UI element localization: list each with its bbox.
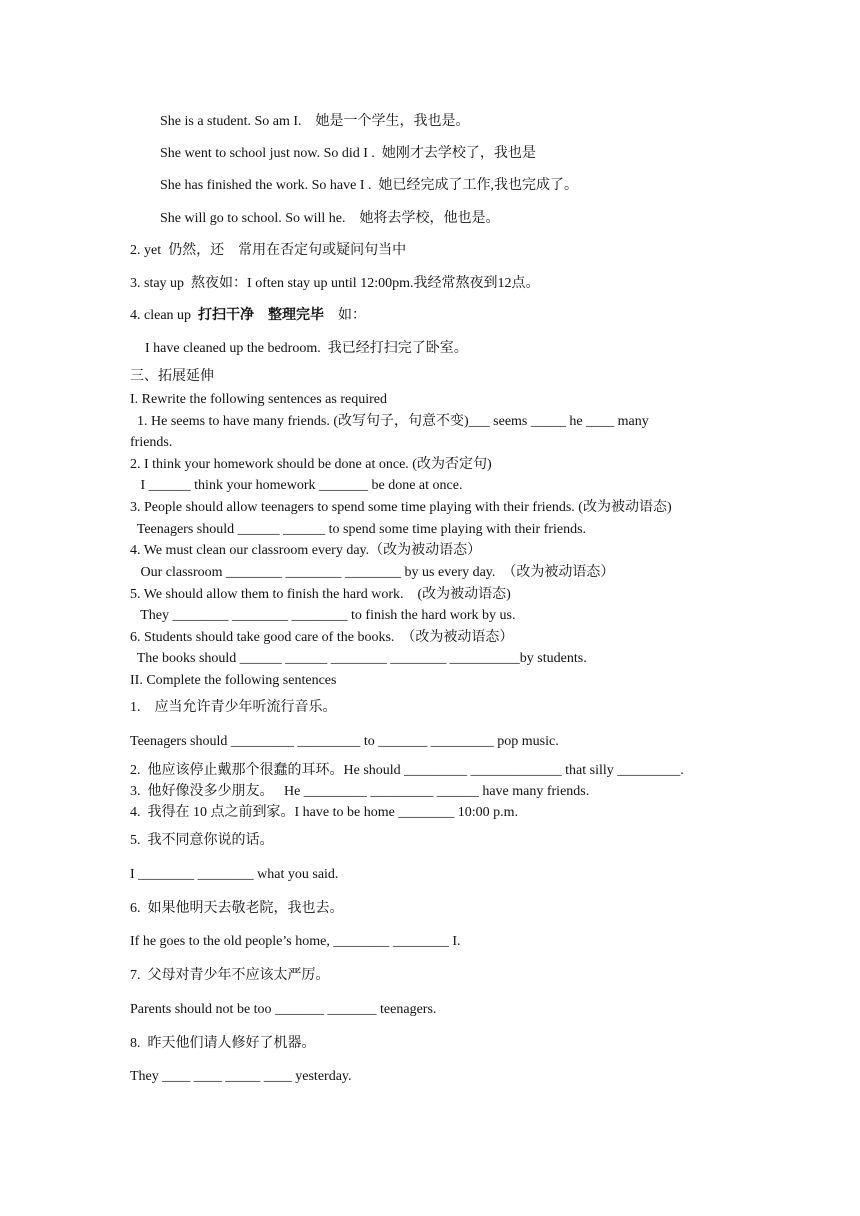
completion-line: They ____ ____ _____ ____ yesterday.: [130, 1069, 352, 1084]
completion-line: 3. 他好像没多少朋友。 He _________ _________ ______ have many friends.: [130, 784, 590, 799]
completion-line: Teenagers should _________ _________ to _______ _________ pop music.: [130, 734, 559, 749]
note-clean-up: [130, 307, 366, 325]
exercise-line: 6. Students should take good care of the books. （改为被动语态）: [130, 630, 514, 645]
section-heading: 三、拓展延伸: [130, 369, 214, 384]
completion-line: If he goes to the old people’s home, ________ ________ I.: [130, 934, 461, 949]
completion-line: I ________ ________ what you said.: [130, 867, 339, 882]
note-yet: 2. yet 仍然，还 常用在否定句或疑问句当中: [130, 243, 407, 258]
example-line: She has finished the work. So have I . 她已经完成了工作,我也完成了。: [160, 178, 579, 193]
exercise-line: They ________ ________ ________ to finish the hard work by us.: [130, 608, 516, 623]
note-clean-up-example: I have cleaned up the bedroom. 我已经打扫完了卧室。: [145, 341, 468, 356]
exercise-line: I ______ think your homework _______ be done at once.: [130, 478, 463, 493]
completion-line: 5. 我不同意你说的话。: [130, 833, 274, 848]
exercise-line: 4. We must clean our classroom every day.（改为被动语态）: [130, 543, 482, 558]
note-clean-up-prefix: 4. clean up: [130, 308, 199, 323]
completion-line: Parents should not be too _______ _______ teenagers.: [130, 1002, 437, 1017]
completion-line: 4. 我得在 10 点之前到家。I have to be home ________ 10:00 p.m.: [130, 805, 519, 820]
exercise-line: Our classroom ________ ________ ________ by us every day. （改为被动语态）: [130, 565, 615, 580]
example-line: She will go to school. So will he. 她将去学校，他也是。: [160, 211, 500, 226]
example-line: She is a student. So am I. 她是一个学生，我也是。: [160, 114, 470, 129]
exercise-line: The books should ______ ______ ________ ________ __________by students.: [130, 651, 587, 666]
exercise-line: 1. He seems to have many friends. (改写句子，句意不变)___ seems _____ he ____ many: [130, 414, 649, 429]
example-line: She went to school just now. So did I . 她刚才去学校了，我也是: [160, 146, 536, 161]
exercise-line: friends.: [130, 435, 173, 450]
note-stay-up: 3. stay up 熬夜如：I often stay up until 12:00pm.我经常熬夜到12点。: [130, 276, 540, 291]
exercise-line: Teenagers should ______ ______ to spend some time playing with their friends.: [130, 522, 587, 537]
part1-title: I. Rewrite the following sentences as required: [130, 392, 387, 407]
exercise-line: 2. I think your homework should be done at once. (改为否定句): [130, 457, 492, 472]
completion-line: 1. 应当允许青少年听流行音乐。: [130, 700, 337, 715]
completion-line: 7. 父母对青少年不应该太严厉。: [130, 968, 330, 983]
note-clean-up-suffix: 如：: [324, 308, 367, 323]
completion-line: 8. 昨天他们请人修好了机器。: [130, 1036, 316, 1051]
completion-line: 2. 他应该停止戴那个很蠢的耳环。He should _________ _____________ that silly _________.: [130, 763, 684, 778]
completion-line: 6. 如果他明天去敬老院，我也去。: [130, 901, 344, 916]
part2-title: II. Complete the following sentences: [130, 673, 337, 688]
exercise-line: 5. We should allow them to finish the hard work. (改为被动语态): [130, 587, 511, 602]
note-clean-up-meaning: 打扫干净 整理完毕: [198, 308, 325, 323]
exercise-line: 3. People should allow teenagers to spend some time playing with their friends. (改为被动语态): [130, 500, 672, 515]
